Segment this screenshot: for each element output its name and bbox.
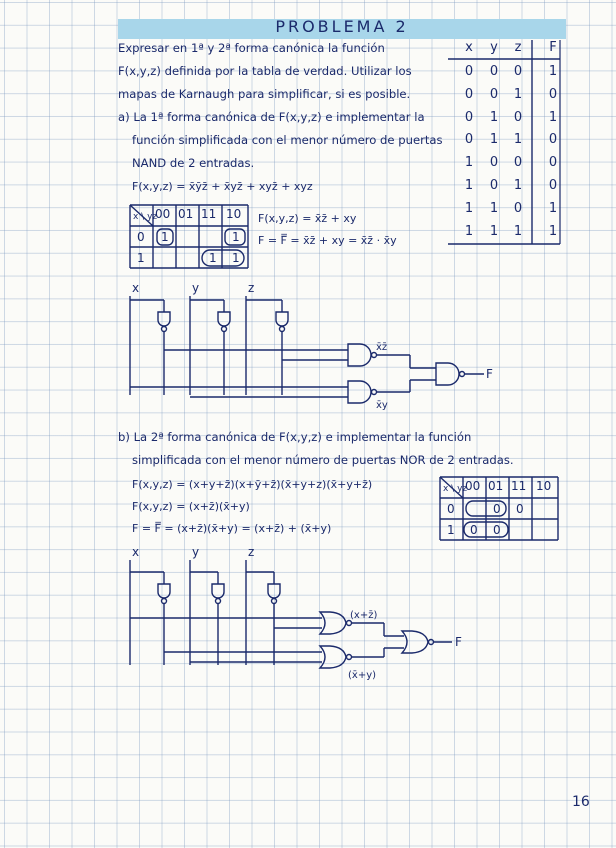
page-number: 16	[572, 794, 590, 810]
kmap-a-row-0: 0	[137, 230, 145, 244]
part-a-line-1: a) La 1ª forma canónica de F(x,y,z) e implementar la	[118, 110, 425, 124]
kmap-b-row-1: 1	[447, 523, 455, 537]
part-a-canonical: F(x,y,z) = x̄ȳz̄ + x̄yz̄ + xyz̄ + xyz	[132, 180, 313, 193]
kmap-a-cell-1-10: 1	[232, 251, 240, 265]
circuit-b-input-y: y	[192, 545, 200, 559]
circuit-b	[130, 560, 452, 668]
kmap-b-col-01: 01	[488, 479, 504, 493]
tt-cell-r4-z: 0	[513, 155, 523, 171]
tt-cell-r2-y: 1	[489, 109, 499, 125]
part-a-line-2: función simplificada con el menor número de puertas	[132, 133, 443, 147]
part-b-canonical: F(x,y,z) = (x+y+z̄)(x+ȳ+z̄)(x̄+y+z)(x̄+y+z̄)	[132, 478, 373, 491]
tt-header-y: y	[490, 40, 498, 55]
circuit-a	[130, 296, 484, 403]
tt-header-z: z	[514, 40, 522, 55]
tt-cell-r4-f: 0	[548, 155, 558, 171]
tt-cell-r0-z: 0	[513, 64, 523, 79]
tt-cell-r6-y: 1	[489, 200, 499, 216]
kmap-a-cell-0-10: 1	[232, 230, 240, 244]
tt-cell-r1-z: 1	[513, 86, 523, 102]
tt-cell-r3-y: 1	[489, 132, 499, 148]
tt-cell-r6-z: 0	[513, 200, 523, 216]
part-b-nor-form: F = F̿ = (x+z̄)(x̄+y) = (x+z̄) + (x̄+y)	[132, 522, 332, 535]
circuit-b-input-z: z	[248, 545, 255, 559]
kmap-a-corner: x \ yz	[133, 212, 158, 222]
circuit-a-gate-label-1: x̄z̄	[376, 342, 388, 353]
tt-cell-r7-z: 1	[513, 223, 523, 239]
kmap-b-col-10: 10	[536, 479, 552, 493]
tt-cell-r5-y: 0	[489, 178, 499, 193]
kmap-b-cell-1-00: 0	[470, 523, 478, 537]
part-a-line-3: NAND de 2 entradas.	[132, 156, 255, 170]
tt-cell-r0-y: 0	[489, 64, 499, 79]
kmap-a-row-1: 1	[137, 251, 145, 265]
tt-cell-r6-f: 1	[548, 200, 558, 216]
circuit-b-gate-label-1: (x+z̄)	[350, 610, 378, 621]
circuit-a-output: F	[486, 367, 493, 381]
tt-cell-r0-x: 0	[464, 64, 474, 79]
intro-line-3: mapas de Karnaugh para simplificar, si es posible.	[118, 87, 411, 101]
kmap-b-col-11: 11	[511, 479, 527, 493]
circuit-a-gate-label-2: x̄y	[376, 400, 388, 411]
tt-cell-r5-f: 0	[548, 178, 558, 193]
circuit-a-input-x: x	[132, 281, 140, 295]
circuit-b-gate-label-2: (x̄+y)	[348, 670, 377, 681]
kmap-b-cell-1-01: 0	[493, 523, 501, 537]
tt-cell-r3-z: 1	[513, 132, 523, 148]
tt-header-x: x	[465, 40, 473, 55]
tt-cell-r1-y: 0	[489, 86, 499, 102]
kmap-a-col-01: 01	[178, 207, 194, 221]
kmap-b-cell-0-01: 0	[493, 502, 501, 516]
tt-cell-r3-f: 0	[548, 132, 558, 148]
kmap-a-col-10: 10	[226, 207, 242, 221]
circuit-b-input-x: x	[132, 545, 140, 559]
part-b-simplified: F(x,y,z) = (x+z̄)(x̄+y)	[132, 500, 250, 513]
tt-cell-r1-f: 0	[548, 86, 558, 102]
tt-cell-r2-f: 1	[548, 109, 558, 125]
circuit-a-input-z: z	[248, 281, 255, 295]
tt-cell-r6-x: 1	[464, 200, 474, 216]
tt-cell-r2-x: 0	[464, 109, 474, 125]
tt-cell-r5-x: 1	[464, 178, 474, 193]
part-a-simplified: F(x,y,z) = x̄z̄ + xy	[258, 212, 357, 225]
kmap-a-cell-1-11: 1	[209, 251, 217, 265]
part-a-nand-form: F = F̿ = x̄z̄ + xy = x̄z̄ · x̄y	[258, 234, 397, 247]
tt-cell-r5-z: 1	[513, 178, 523, 193]
part-b-line-1: b) La 2ª forma canónica de F(x,y,z) e implementar la función	[118, 430, 472, 444]
tt-cell-r3-x: 0	[464, 132, 474, 148]
kmap-a-cell-0-00: 1	[161, 230, 169, 244]
kmap-b-cell-0-11: 0	[516, 502, 524, 516]
tt-cell-r0-f: 1	[548, 64, 558, 79]
tt-header-f: F	[549, 40, 557, 55]
tt-cell-r7-x: 1	[464, 223, 474, 239]
tt-cell-r1-x: 0	[464, 86, 474, 102]
tt-cell-r4-x: 1	[464, 155, 474, 171]
kmap-b-row-0: 0	[447, 502, 455, 516]
kmap-a-col-00: 00	[155, 207, 171, 221]
circuit-b-output: F	[455, 635, 462, 649]
tt-cell-r7-f: 1	[548, 223, 558, 239]
kmap-b-col-00: 00	[465, 479, 481, 493]
tt-cell-r2-z: 0	[513, 109, 523, 125]
kmap-b-corner: x \ yz	[443, 484, 468, 494]
tt-cell-r7-y: 1	[489, 223, 499, 239]
kmap-a-col-11: 11	[201, 207, 217, 221]
part-b-line-2: simplificada con el menor número de puertas NOR de 2 entradas.	[132, 453, 514, 467]
intro-line-1: Expresar en 1ª y 2ª forma canónica la función	[118, 41, 385, 55]
page-title: PROBLEMA 2	[275, 17, 409, 36]
intro-line-2: F(x,y,z) definida por la tabla de verdad. Utilizar los	[118, 64, 412, 78]
tt-cell-r4-y: 0	[489, 155, 499, 171]
circuit-a-input-y: y	[192, 281, 200, 295]
